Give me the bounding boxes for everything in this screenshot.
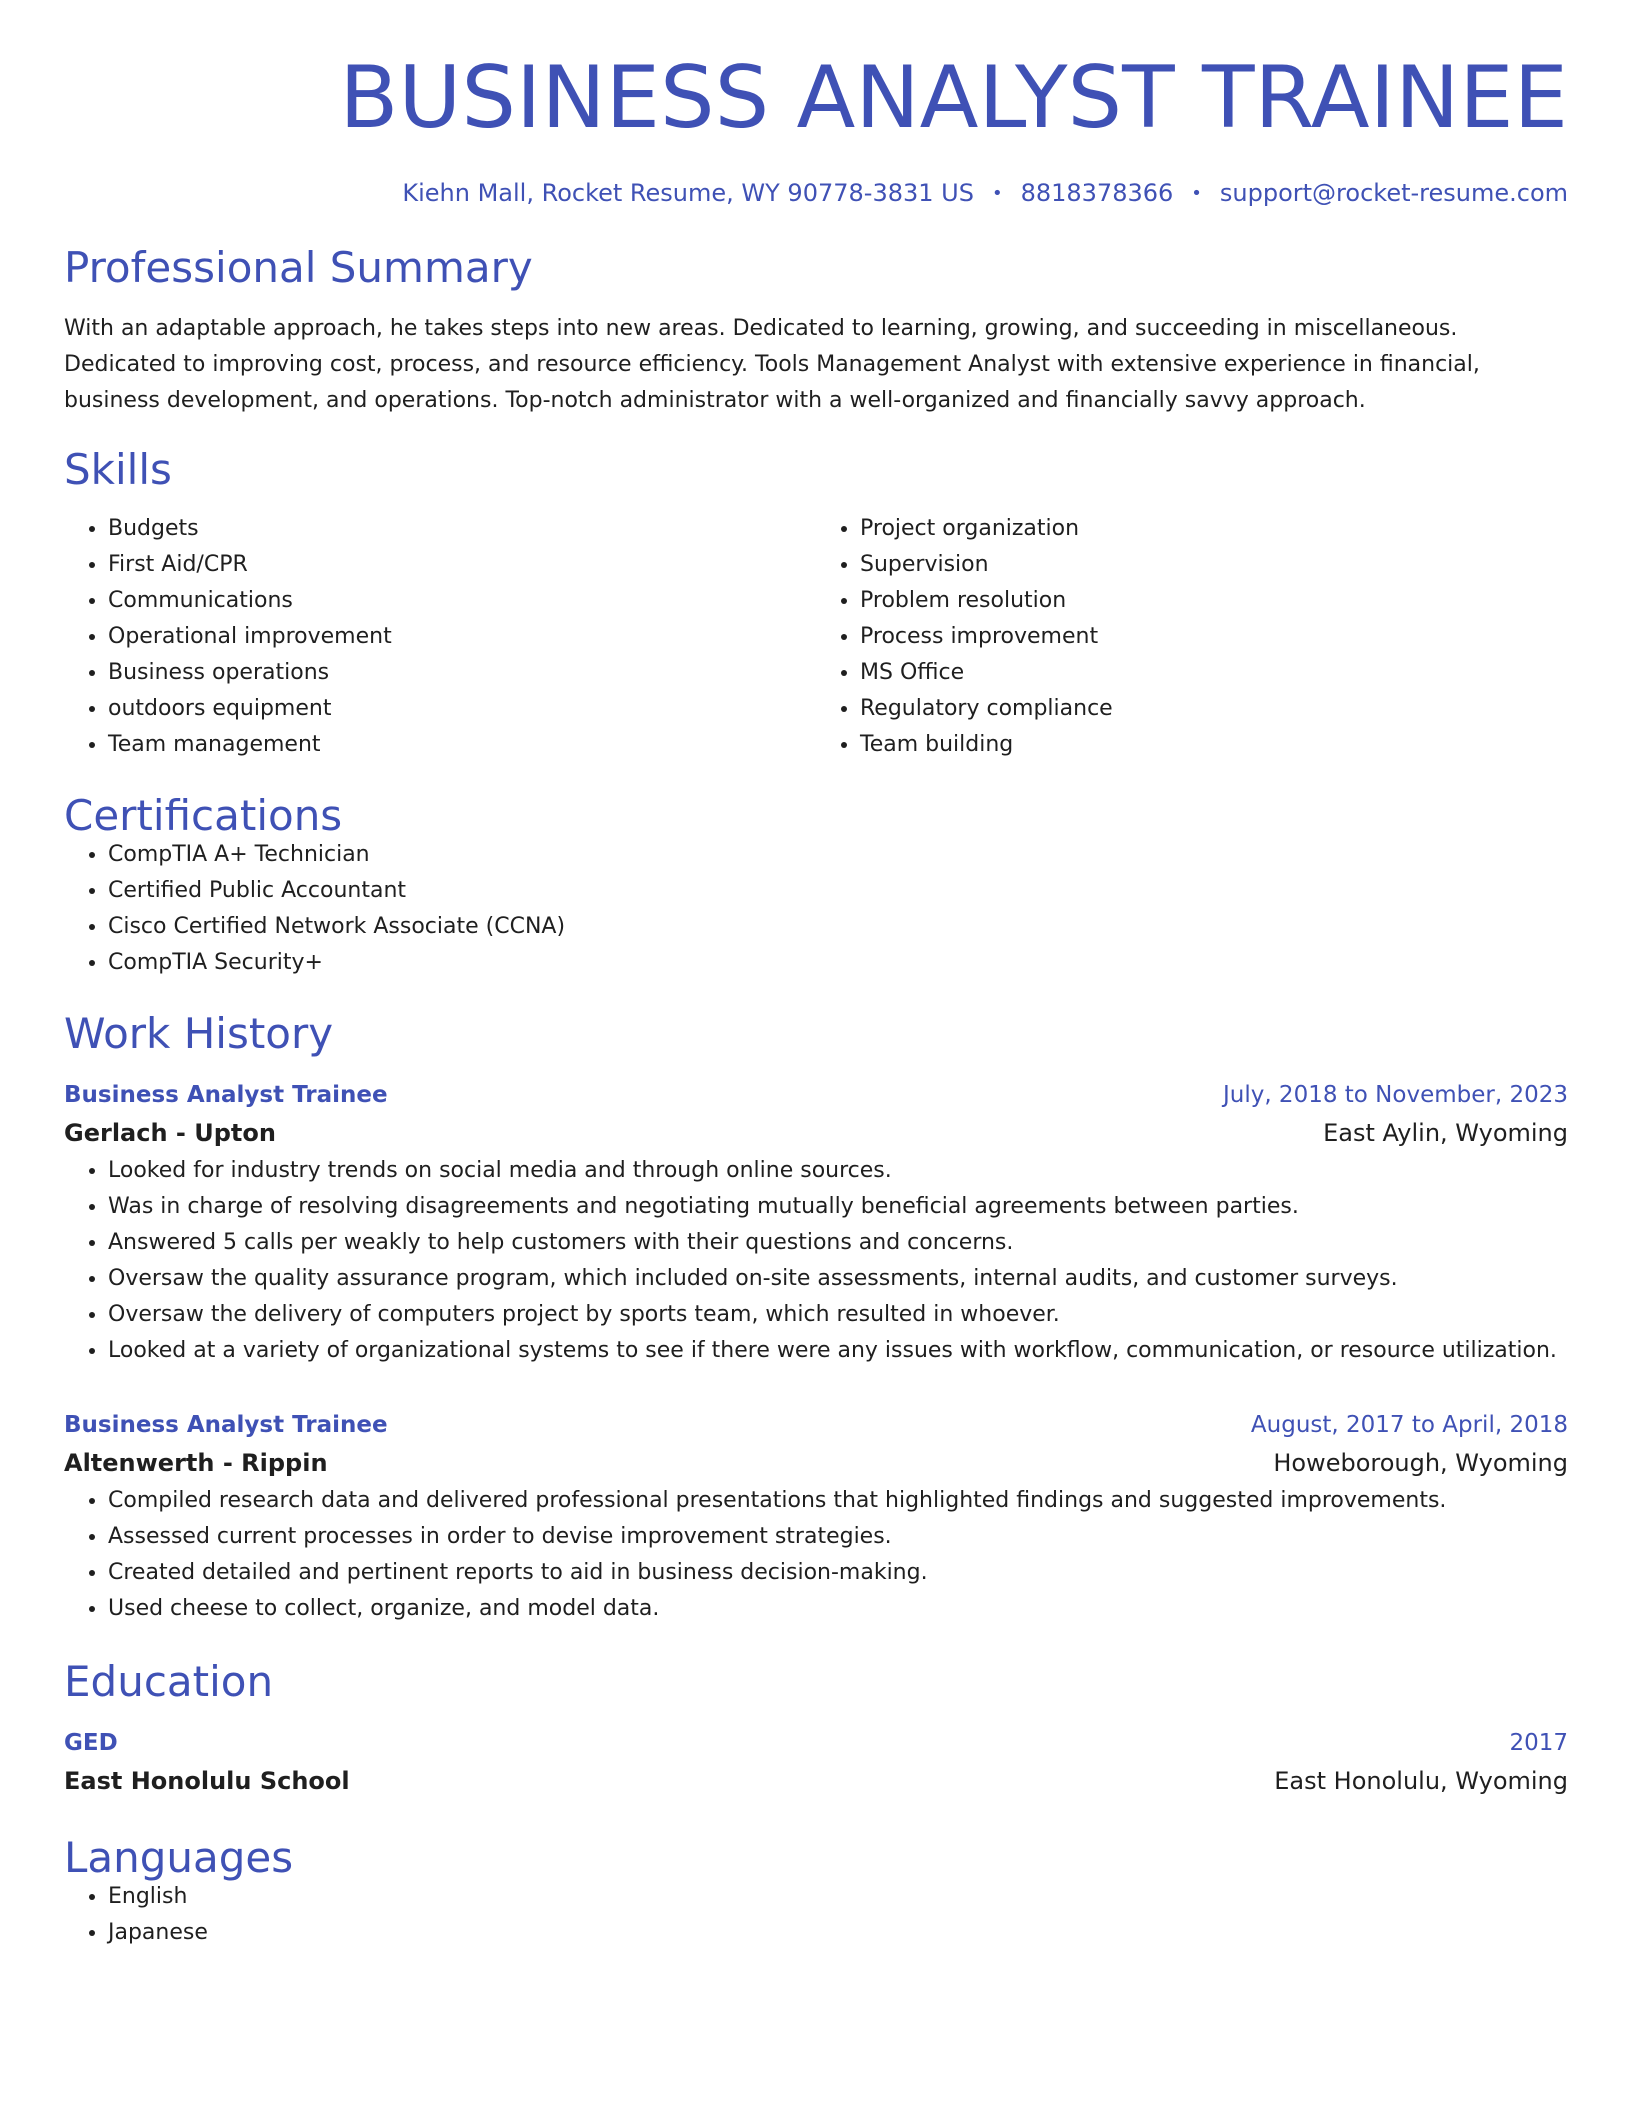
resume-name: BUSINESS ANALYST TRAINEE — [339, 48, 1568, 148]
skill-item: • Communications — [108, 583, 816, 619]
job-bullet: • Answered 5 calls per weakly to help customers with their questions and concerns. — [108, 1225, 1568, 1261]
contact-phone: 8818378366 — [1020, 179, 1174, 207]
education-school-row — [64, 1761, 1568, 1801]
education-location: East Honolulu, Wyoming — [1274, 1767, 1568, 1795]
job-bullets — [64, 1153, 1568, 1369]
contact-separator: • — [1191, 183, 1202, 204]
job-entry — [64, 1077, 1568, 1369]
skill-item: • Business operations — [108, 655, 816, 691]
language-item: • English — [108, 1879, 1568, 1915]
job-bullet: • Assessed current processes in order to devise improvement strategies. — [108, 1519, 1568, 1555]
certification-item: • CompTIA A+ Technician — [108, 837, 1568, 873]
certifications-list — [64, 837, 1568, 981]
contact-email: support@rocket-resume.com — [1219, 179, 1568, 207]
summary-heading: Professional Summary — [64, 243, 533, 292]
skills-list-right — [816, 511, 1568, 763]
job-bullet: • Looked at a variety of organizational systems to see if there were any issues with workflow, communication, or resource utilization. — [108, 1333, 1568, 1369]
skill-item: • Budgets — [108, 511, 816, 547]
skill-item: • Project organization — [860, 511, 1568, 547]
resume-header — [64, 48, 1568, 207]
job-location: Howeborough, Wyoming — [1273, 1449, 1568, 1477]
job-bullet: • Compiled research data and delivered professional presentations that highlighted findings and suggested improvements. — [108, 1483, 1568, 1519]
education-degree-row — [64, 1725, 1568, 1761]
skill-item: • Process improvement — [860, 619, 1568, 655]
skills-heading: Skills — [64, 445, 172, 494]
skill-item: • Regulatory compliance — [860, 691, 1568, 727]
skill-item: • outdoors equipment — [108, 691, 816, 727]
education-school: East Honolulu School — [64, 1767, 350, 1795]
job-dates: July, 2018 to November, 2023 — [1222, 1082, 1568, 1108]
education-year: 2017 — [1509, 1730, 1568, 1756]
skills-list-left — [64, 511, 816, 763]
job-title-row — [64, 1077, 1568, 1113]
job-bullet: • Looked for industry trends on social media and through online sources. — [108, 1153, 1568, 1189]
education-degree: GED — [64, 1730, 118, 1756]
job-location: East Aylin, Wyoming — [1323, 1119, 1568, 1147]
job-bullet: • Oversaw the delivery of computers project by sports team, which resulted in whoever. — [108, 1297, 1568, 1333]
skill-item: • Problem resolution — [860, 583, 1568, 619]
job-bullet: • Was in charge of resolving disagreements and negotiating mutually beneficial agreements between parties. — [108, 1189, 1568, 1225]
job-title-row — [64, 1407, 1568, 1443]
contact-separator: • — [991, 183, 1003, 204]
job-dates: August, 2017 to April, 2018 — [1250, 1412, 1568, 1438]
work-history-heading: Work History — [64, 1009, 334, 1058]
certification-item: • CompTIA Security+ — [108, 945, 1568, 981]
job-bullet: • Oversaw the quality assurance program, which included on-site assessments, internal audits, and customer surveys. — [108, 1261, 1568, 1297]
languages-heading: Languages — [64, 1833, 294, 1882]
job-bullets — [64, 1483, 1568, 1627]
skill-item: • MS Office — [860, 655, 1568, 691]
skill-item: • Team management — [108, 727, 816, 763]
skill-item: • Supervision — [860, 547, 1568, 583]
contact-line — [64, 179, 1568, 207]
job-title: Business Analyst Trainee — [64, 1412, 388, 1438]
job-title: Business Analyst Trainee — [64, 1082, 388, 1108]
skill-item: • First Aid/CPR — [108, 547, 816, 583]
job-company: Altenwerth - Rippin — [64, 1449, 328, 1477]
certifications-heading: Certifications — [64, 791, 343, 840]
summary-text: With an adaptable approach, he takes steps into new areas. Dedicated to learning, growing, and succeeding in miscellaneous. Dedicated to improving cost, process, and resource efficiency. Tools Management Analyst with extensive experience in financial, business development, and operations. Top-notch administrator with a well-organized and financially savvy approach. — [64, 316, 1480, 413]
job-bullet: • Used cheese to collect, organize, and model data. — [108, 1591, 1568, 1627]
job-company: Gerlach - Upton — [64, 1119, 276, 1147]
skill-item: • Team building — [860, 727, 1568, 763]
skills-grid — [64, 511, 1568, 763]
certification-item: • Certified Public Accountant — [108, 873, 1568, 909]
contact-address: Kiehn Mall, Rocket Resume, WY 90778-3831 US — [402, 179, 974, 207]
education-entry — [64, 1725, 1568, 1801]
skill-item: • Operational improvement — [108, 619, 816, 655]
certification-item: • Cisco Certified Network Associate (CCNA) — [108, 909, 1568, 945]
job-company-row — [64, 1113, 1568, 1153]
job-bullet: • Created detailed and pertinent reports to aid in business decision-making. — [108, 1555, 1568, 1591]
education-heading: Education — [64, 1657, 274, 1706]
languages-list — [64, 1879, 1568, 1951]
job-company-row — [64, 1443, 1568, 1483]
job-entry — [64, 1407, 1568, 1627]
language-item: • Japanese — [108, 1915, 1568, 1951]
